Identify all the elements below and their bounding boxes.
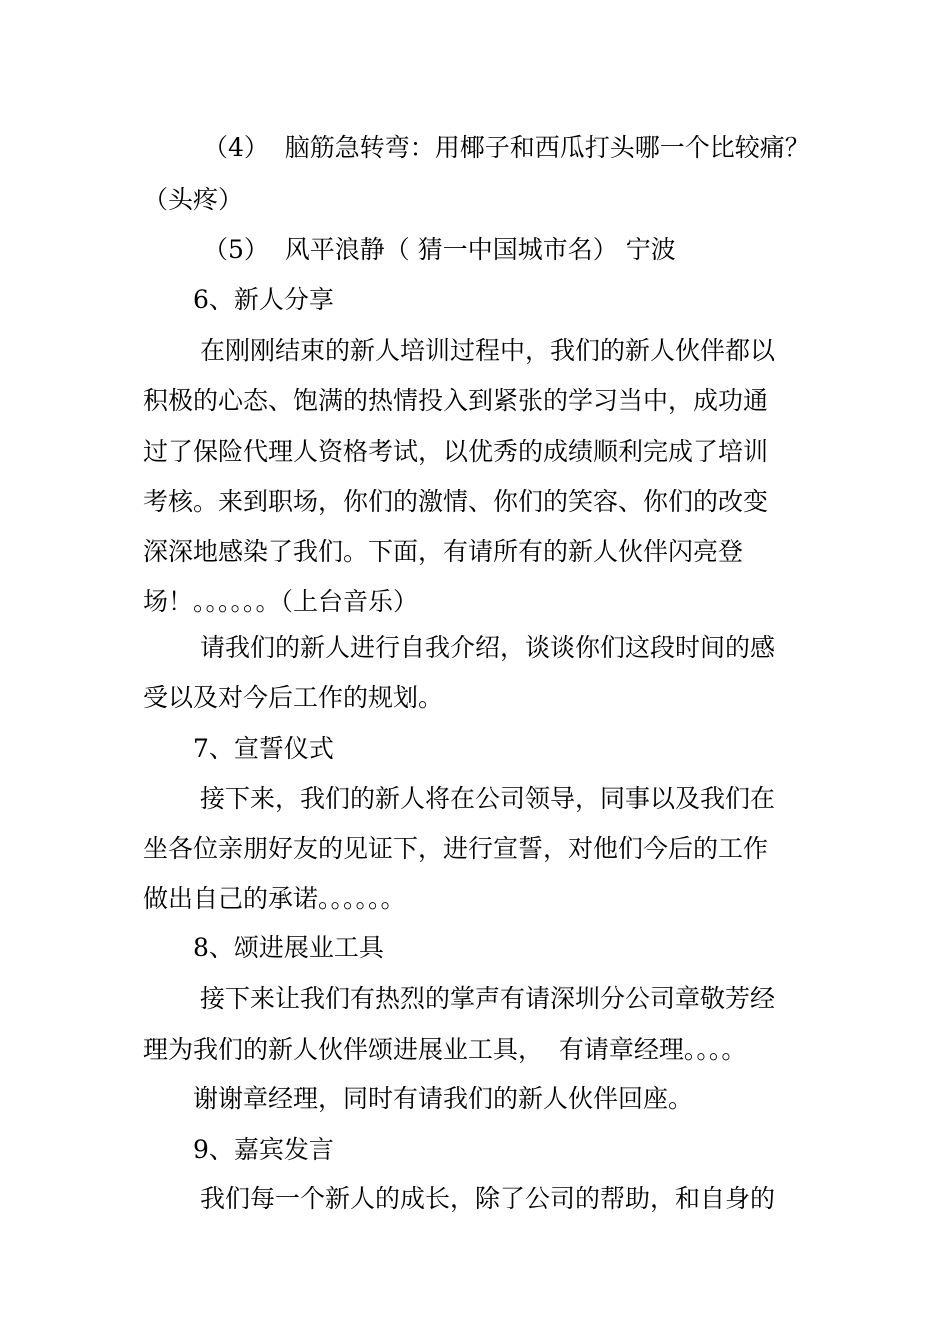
riddle-4-line: （4） 脑筋急转弯：用椰子和西瓜打头哪一个比较痛？ — [203, 133, 810, 162]
paragraph-line: 请我们的新人进行自我介绍，谈谈你们这段时间的感 — [200, 633, 776, 662]
section-6-heading: 6、新人分享 — [193, 285, 334, 314]
paragraph-line: 理为我们的新人伙伴颂进展业工具， 有请章经理。。。。 — [143, 1035, 747, 1064]
paragraph-line: 我们每一个新人的成长，除了公司的帮助，和自身的 — [200, 1184, 776, 1213]
paragraph-line: 做出自己的承诺。。。。。。 — [143, 884, 406, 913]
paragraph-line: 过了保险代理人资格考试，以优秀的成绩顺利完成了培训 — [143, 437, 769, 466]
paragraph-line: 在刚刚结束的新人培训过程中，我们的新人伙伴都以 — [200, 336, 776, 365]
section-9-heading: 9、嘉宾发言 — [193, 1135, 334, 1164]
paragraph-line: 坐各位亲朋好友的见证下，进行宣誓，对他们今后的工作 — [143, 834, 769, 863]
riddle-5-line: （5） 风平浪静（ 猜一中国城市名） 宁波 — [203, 235, 676, 264]
paragraph-line: 接下来，我们的新人将在公司领导，同事以及我们在 — [200, 784, 776, 813]
paragraph-line: 谢谢章经理，同时有请我们的新人伙伴回座。 — [193, 1084, 694, 1113]
paragraph-line: 深深地感染了我们。下面，有请所有的新人伙伴闪亮登 — [143, 537, 744, 566]
paragraph-line: 考核。来到职场，你们的激情、你们的笑容、你们的改变 — [143, 487, 769, 516]
paragraph-line: 受以及对今后工作的规划。 — [143, 683, 444, 712]
paragraph-line: 接下来让我们有热烈的掌声有请深圳分公司章敬芳经 — [200, 984, 776, 1013]
paragraph-line: 场！。。。。。。（上台音乐） — [143, 587, 419, 616]
section-7-heading: 7、宣誓仪式 — [193, 734, 334, 763]
riddle-4-answer-line: （头疼） — [143, 185, 244, 214]
section-8-heading: 8、颂进展业工具 — [193, 933, 384, 962]
paragraph-line: 积极的心态、饱满的热情投入到紧张的学习当中，成功通 — [143, 386, 769, 415]
